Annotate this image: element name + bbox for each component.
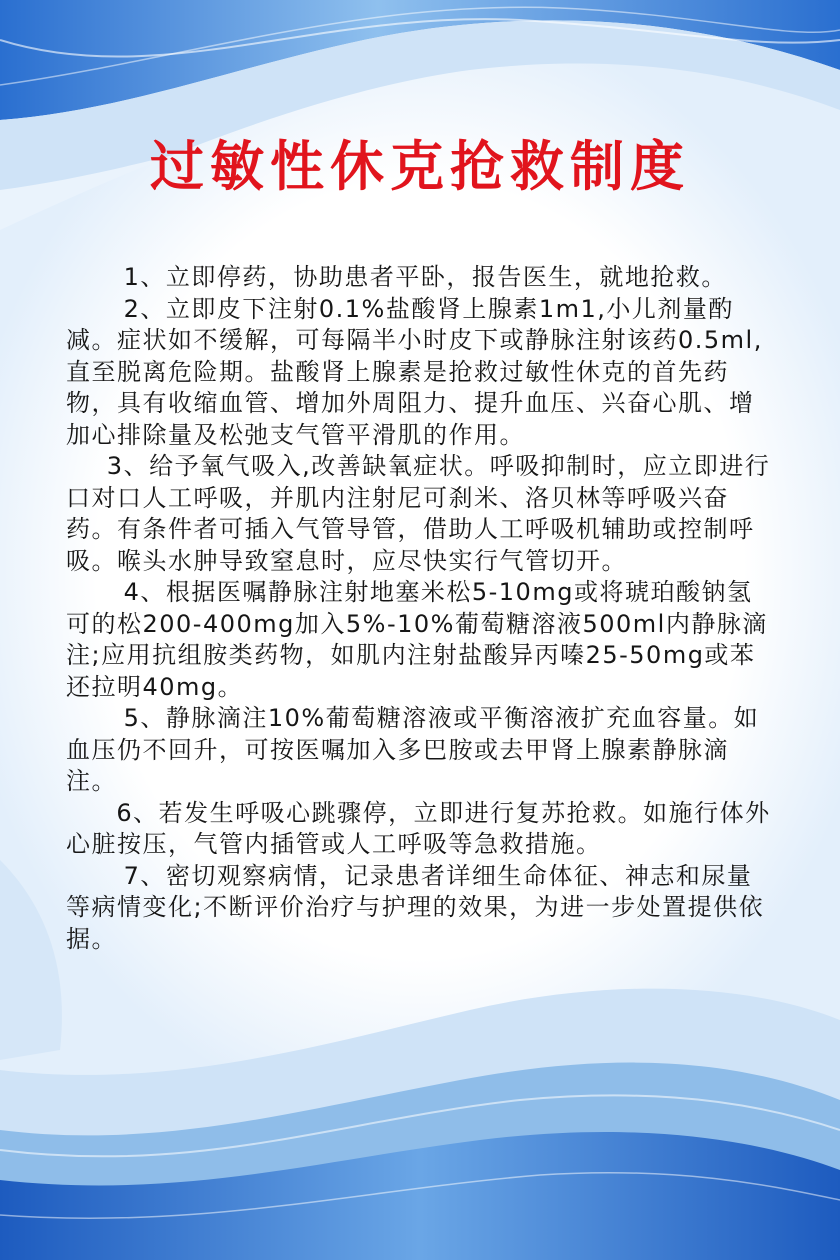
paragraph-4: 4、根据医嘱静脉注射地塞米松5-10mg或将琥珀酸钠氢可的松200-400mg加入5%-10%葡萄糖溶液500ml内静脉滴注;应用抗组胺类药物，如肌内注射盐酸异丙嗪25-50mg或苯还拉明40mg。	[66, 578, 768, 701]
page-title: 过敏性休克抢救制度	[150, 135, 690, 198]
paragraph-6: 6、若发生呼吸心跳骤停，立即进行复苏抢救。如施行体外心脏按压，气管内插管或人工呼吸等急救措施。	[66, 798, 771, 858]
paragraph-5: 5、静脉滴注10%葡萄糖溶液或平衡溶液扩充血容量。如血压仍不回升，可按医嘱加入多巴胺或去甲肾上腺素静脉滴注。	[66, 704, 760, 795]
paragraph-3: 3、给予氧气吸入,改善缺氧症状。呼吸抑制时，应立即进行口对口人工呼吸，并肌内注射尼可刹米、洛贝林等呼吸兴奋药。有条件者可插入气管导管，借助人工呼吸机辅助或控制呼吸。喉头水肿导致窒息时，应尽快实行气管切开。	[66, 452, 771, 575]
paragraph-2: 2、立即皮下注射0.1%盐酸肾上腺素1m1,小儿剂量酌减。症状如不缓解，可每隔半小时皮下或静脉注射该药0.5ml,直至脱离危险期。盐酸肾上腺素是抢救过敏性休克的首先药物，具有收缩血管、增加外周阻力、提升血压、兴奋心肌、增加心排除量及松弛支气管平滑肌的作用。	[66, 294, 763, 449]
paragraph-1: 1、立即停药，协助患者平卧，报告医生，就地抢救。	[123, 263, 727, 291]
paragraph-7: 7、密切观察病情，记录患者详细生命体征、神志和尿量等病情变化;不断评价治疗与护理的效果，为进一步处置提供依据。	[66, 861, 765, 953]
regulation-body	[66, 262, 772, 955]
